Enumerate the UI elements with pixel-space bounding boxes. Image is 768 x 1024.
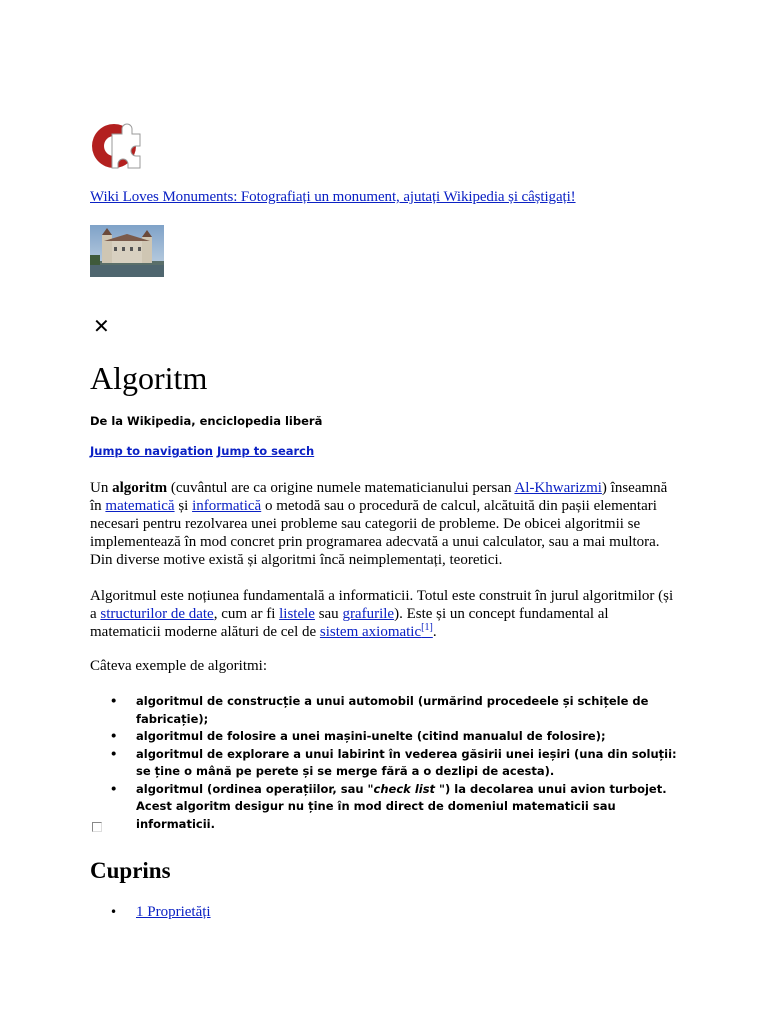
link-sistem-axiomatic[interactable] bbox=[320, 624, 433, 640]
intro-paragraph bbox=[90, 479, 680, 569]
link-matematica[interactable]: matematică bbox=[105, 498, 175, 514]
castle-photo-icon bbox=[90, 225, 164, 277]
text-run: o metodă sau o procedură de calcul, alcătuită din pașii elementari necesari pentru rezolvarea unei probleme sau categorii de probleme. De obicei algoritmii se implementează în mod concret prin programarea adecvată a unui calculator, sau a mai multora. Din diverse motive există și algoritmi încă neimplementați, teoretici. bbox=[90, 498, 660, 568]
wlm-banner-link[interactable]: Wiki Loves Monuments: Fotografiați un monument, ajutați Wikipedia și câștigați! bbox=[90, 189, 576, 205]
text-run: . bbox=[432, 624, 437, 640]
text-run: și bbox=[174, 498, 193, 514]
link-informatica[interactable]: informatică bbox=[192, 498, 262, 514]
text-run: (cuvântul are ca origine numele matematicianului persan bbox=[167, 480, 515, 496]
jump-to-navigation-link[interactable]: Jump to navigation bbox=[90, 444, 213, 458]
link-structuri-de-date[interactable]: structurilor de date bbox=[100, 606, 214, 622]
toc-list bbox=[110, 903, 211, 921]
bold-term: algoritm bbox=[112, 480, 168, 496]
examples-intro: Câteva exemple de algoritmi: bbox=[90, 658, 268, 674]
wiki-loves-monuments-logo bbox=[90, 120, 146, 172]
list-item: • algoritmul de explorare a unui labirint în vederea găsirii unei ieșiri (una din soluții: se ține o mână pe perete și se merge fără a o dezlipi de acesta). bbox=[110, 746, 680, 781]
puzzle-logo-icon bbox=[90, 120, 146, 172]
list-item bbox=[110, 781, 680, 834]
jump-links bbox=[90, 444, 314, 458]
text-run: ) înseamnă în bbox=[90, 480, 668, 514]
text-run: Algoritmul este noțiunea fundamentală a informaticii. Totul este construit în jurul algoritmilor (și a bbox=[90, 588, 674, 622]
castle-photo-thumbnail[interactable] bbox=[90, 225, 164, 277]
link-listele[interactable]: listele bbox=[279, 606, 315, 622]
text-run: sau bbox=[314, 606, 343, 622]
close-button[interactable] bbox=[93, 316, 113, 336]
text-run: ") la decolarea unui avion turbojet. Acest algoritm desigur nu ține în mod direct de domeniul matematicii sau informaticii. bbox=[136, 781, 667, 831]
close-icon: ✕ bbox=[93, 314, 110, 338]
list-item: • algoritmul de construcție a unui automobil (urmărind procedeele și schițele de fabricație); bbox=[110, 693, 680, 728]
toc-item bbox=[110, 903, 211, 921]
link-grafurile[interactable]: grafurile bbox=[342, 606, 395, 622]
text-run: algoritmul (ordinea operațiilor, sau " bbox=[136, 781, 374, 796]
page-title: Algoritm bbox=[90, 360, 208, 396]
toc-title: Cuprins bbox=[90, 858, 171, 883]
jump-to-search-link[interactable]: Jump to search bbox=[217, 444, 315, 458]
page-subtitle: De la Wikipedia, enciclopedia liberă bbox=[90, 414, 323, 428]
list-item: • algoritmul de folosire a unei mașini-unelte (citind manualul de folosire); bbox=[110, 728, 680, 746]
toc-toggle-checkbox[interactable] bbox=[92, 822, 102, 832]
second-paragraph bbox=[90, 587, 680, 641]
text-run: Un bbox=[90, 480, 113, 496]
text-run: ). Este și un concept fundamental al matematicii moderne alături de cel de bbox=[90, 606, 609, 640]
italic-term: check list bbox=[373, 781, 436, 796]
wlm-banner bbox=[90, 189, 576, 206]
text-run: , cum ar fi bbox=[213, 606, 280, 622]
link-text: sistem axiomatic bbox=[319, 624, 422, 640]
toc-link-proprietati[interactable]: 1 Proprietăți bbox=[136, 904, 211, 920]
examples-list bbox=[110, 693, 680, 833]
reference-1: [1] bbox=[421, 622, 433, 633]
link-al-khwarizmi[interactable]: Al-Khwarizmi bbox=[514, 480, 602, 496]
